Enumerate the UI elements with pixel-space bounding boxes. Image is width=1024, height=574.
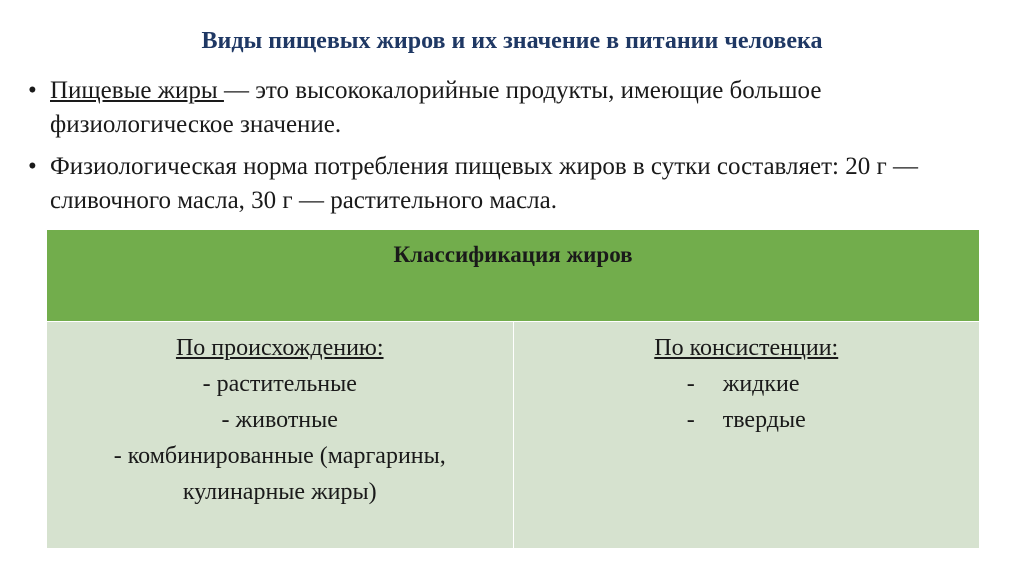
origin-item: кулинарные жиры) <box>182 479 377 505</box>
consistency-item <box>687 402 806 438</box>
consistency-title: По консистенции: <box>654 335 839 361</box>
origin-title: По происхождению: <box>175 335 384 361</box>
consistency-item <box>687 366 806 402</box>
origin-item: - растительные <box>202 371 357 397</box>
slide-title: Виды пищевых жиров и их значение в питании человека <box>201 28 823 54</box>
bullet-text: Физиологическая норма потребления пищевых жиров в сутки составляет: 20 г — сливочного масла, 30 г — растительного масла. <box>50 153 918 214</box>
consistency-label: жидкие <box>722 371 800 397</box>
origin-item: - животные <box>221 407 338 433</box>
bullet-marker: • <box>28 153 37 180</box>
bullet-item <box>26 74 996 142</box>
consistency-dash: - <box>686 371 695 397</box>
origin-column <box>47 322 514 549</box>
origin-item: - комбинированные (маргарины, <box>113 443 446 469</box>
consistency-label: твердые <box>722 407 806 433</box>
bullet-marker: • <box>28 77 37 104</box>
table-header: Классификация жиров <box>47 230 980 322</box>
bullet-item <box>26 150 996 218</box>
bullet-term: Пищевые жиры <box>50 77 224 104</box>
consistency-dash: - <box>686 407 695 433</box>
consistency-list <box>687 366 806 438</box>
bullet-text: — это высококалорийные продукты, имеющие большое физиологическое значение. <box>50 77 822 138</box>
consistency-column <box>513 322 980 549</box>
bullet-list <box>26 74 996 226</box>
classification-table <box>46 229 980 549</box>
